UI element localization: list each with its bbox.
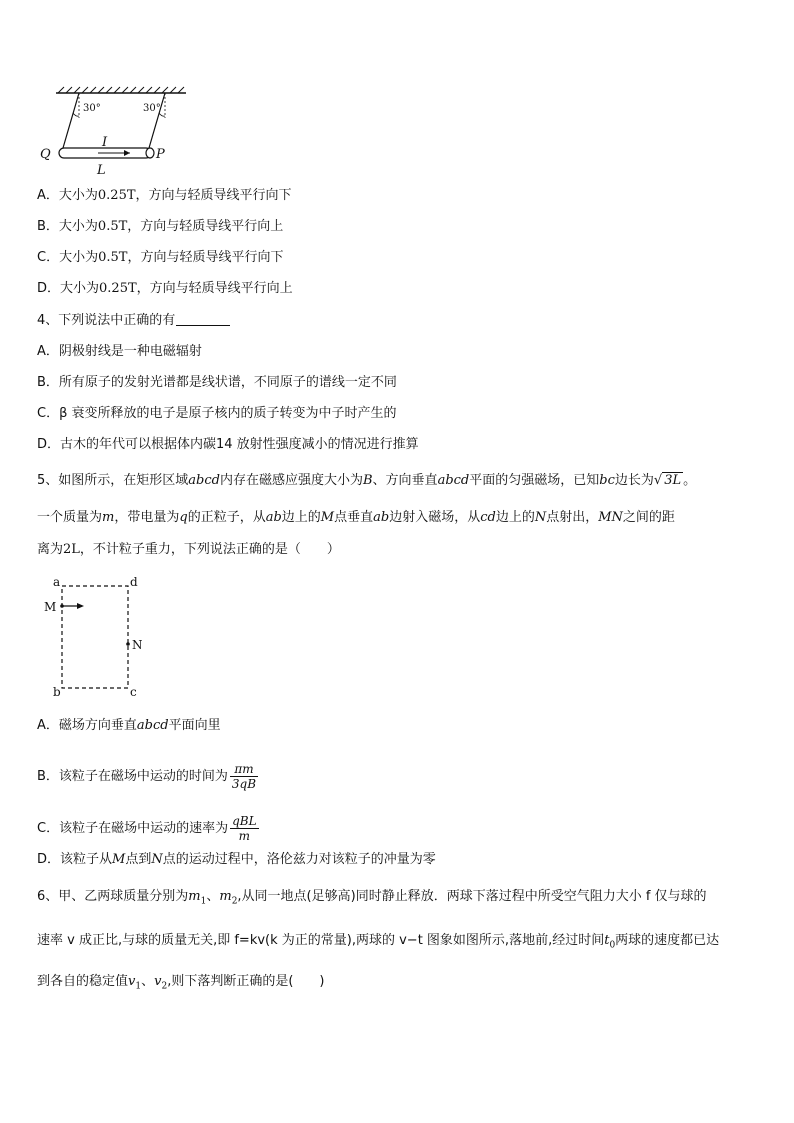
q5-option-b: B．该粒子在磁场中运动的时间为 $\frac{\pi m}{3qB}$ <box>37 762 257 791</box>
q5-option-d: D．该粒子从M点到N点的运动过程中，洛伦兹力对该粒子的冲量为零 <box>37 852 436 867</box>
q3-option-a: A．大小为0.25T，方向与轻质导线平行向下 <box>37 188 292 203</box>
speed-fraction: $\frac{\text{qBL}}{m}$ <box>232 814 257 843</box>
field-region <box>62 586 128 688</box>
q6-stem-line3: 到各自的稳定值$v_1$、$v_2$,则下落判断正确的是( ) <box>37 974 325 992</box>
wire-rod-figure <box>40 84 190 180</box>
q6-stem-line1: 6、甲、乙两球质量分别为$m_1$、$m_2$,从同一地点(足够高)同时静止释放．两球下落过程中所受空气阻力大小 f 仅与球的 <box>37 889 707 907</box>
q4-option-d: D．古木的年代可以根据体内碳14 放射性强度减小的情况进行推算 <box>37 437 419 452</box>
q4-stem: 4、下列说法中正确的有 <box>37 311 230 331</box>
q3-option-d: D．大小为0.25T，方向与轻质导线平行向上 <box>37 281 293 296</box>
point-n-label: N <box>132 638 143 652</box>
point-q-label: Q <box>40 147 51 162</box>
q5-stem-line2: 一个质量为m，带电量为q的正粒子，从ab边上的M点垂直ab边射入磁场，从cd边上的N点射出，MN之间的距 <box>37 510 675 525</box>
corner-b-label: b <box>53 685 61 699</box>
corner-d-label: d <box>130 575 138 589</box>
current-label: I <box>102 135 108 150</box>
time-fraction: $\frac{\pi m}{3qB}$ <box>231 762 257 791</box>
q4-option-b: B．所有原子的发射光谱都是线状谱，不同原子的谱线一定不同 <box>37 375 397 390</box>
q3-option-b: B．大小为0.5T，方向与轻质导线平行向上 <box>37 219 284 234</box>
angle-left-label: 30° <box>83 103 101 114</box>
q6-stem-line2: 速率 v 成正比,与球的质量无关,即 f=kv(k 为正的常量),两球的 v−t 图象如图所示,落地前,经过时间$t_0$两球的速度都已达 <box>37 933 720 951</box>
corner-c-label: c <box>130 685 137 699</box>
q4-option-a: A．阴极射线是一种电磁辐射 <box>37 344 202 359</box>
right-wire <box>149 93 165 148</box>
length-label: L <box>97 163 106 178</box>
point-p-label: P <box>156 147 165 162</box>
q5-stem-line1: 5、如图所示，在矩形区域abcd内存在磁感应强度大小为B、方向垂直abcd平面的匀强磁场，已知bc边长为√ 3L 。 <box>37 473 697 488</box>
magnetic-field-figure <box>40 572 150 700</box>
q5-option-c: C．该粒子在磁场中运动的速率为 $\frac{\text{qBL}}{m}$ <box>37 814 257 843</box>
corner-a-label: a <box>53 575 61 589</box>
answer-blank <box>176 311 230 326</box>
left-wire <box>63 93 79 148</box>
q5-stem-line3: 离为2L，不计粒子重力，下列说法正确的是（ ） <box>37 542 340 557</box>
q4-option-c: C．β 衰变所释放的电子是原子核内的质子转变为中子时产生的 <box>37 406 397 421</box>
q3-option-c: C．大小为0.5T，方向与轻质导线平行向下 <box>37 250 284 265</box>
angle-right-label: 30° <box>143 103 161 114</box>
q5-option-a: A．磁场方向垂直abcd平面向里 <box>37 718 221 733</box>
point-m-label: M <box>44 600 57 614</box>
